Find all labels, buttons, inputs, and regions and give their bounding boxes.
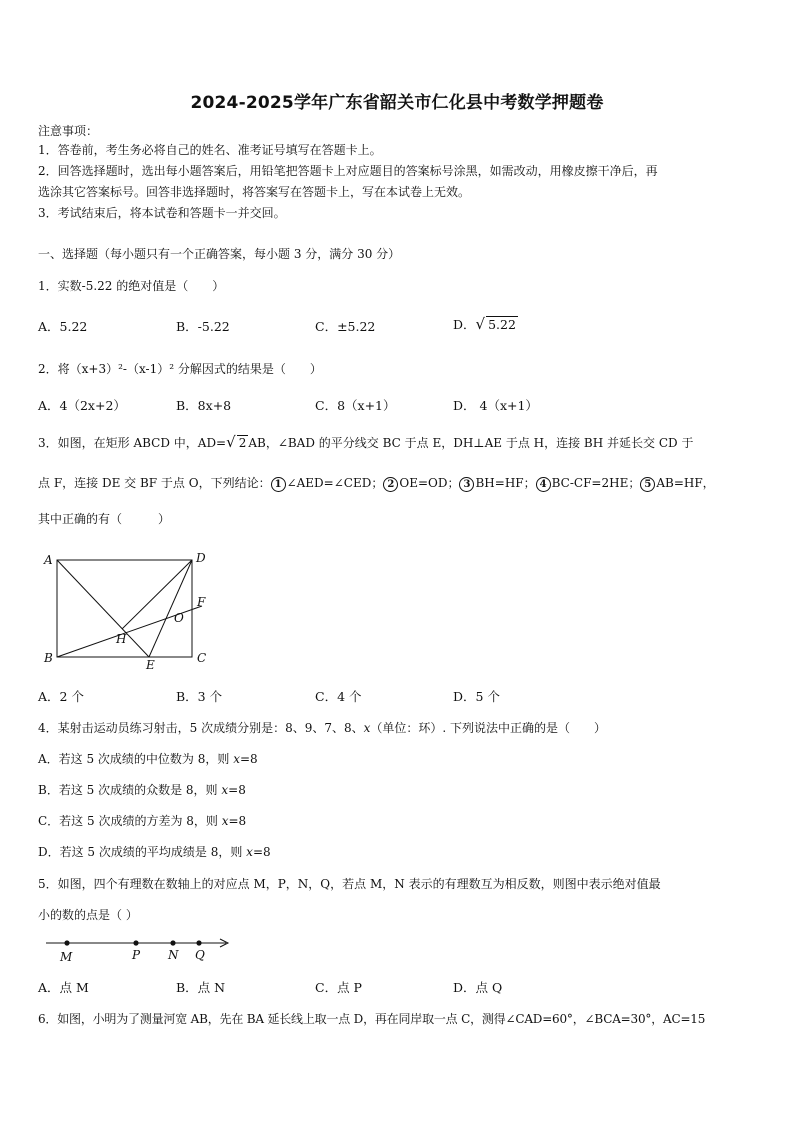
segment-de bbox=[149, 560, 192, 657]
label-d: D bbox=[196, 551, 206, 565]
q3-conclusion-4: BC-CF=2HE； bbox=[551, 476, 641, 490]
q3-line-1-post: AB，∠BAD 的平分线交 BC 于点 E，DH⊥AE 于点 H，连接 BH 并延长交 CD 于 bbox=[248, 436, 694, 450]
notice-item-2a: 2．回答选择题时，选出每小题答案后，用铅笔把答题卡上对应题目的答案标号涂黑，如需改动，用橡皮擦干净后，再 bbox=[38, 164, 658, 178]
q4-a-post: =8 bbox=[239, 752, 258, 766]
q1-option-d-radicand: 5.22 bbox=[488, 317, 516, 332]
notice-item-1: 1．答卷前，考生务必将自己的姓名、准考证号填写在答题卡上。 bbox=[38, 143, 382, 157]
q3-rectangle-figure bbox=[36, 548, 216, 673]
label-b: B bbox=[44, 651, 53, 665]
q1-option-c: C．±5.22 bbox=[315, 319, 376, 334]
q2-stem: 2．将（x+3）²-（x-1）² 分解因式的结果是（ ） bbox=[38, 362, 322, 376]
sqrt-symbol: √ bbox=[226, 433, 236, 451]
q5-option-c: C．点 P bbox=[315, 980, 362, 995]
q4-option-c bbox=[38, 812, 246, 829]
q4-c-post: =8 bbox=[228, 814, 247, 828]
q3-line-1 bbox=[38, 433, 693, 451]
q3-line-3: 其中正确的有（ ） bbox=[38, 512, 171, 526]
q4-stem bbox=[38, 719, 606, 736]
label-e: E bbox=[146, 658, 155, 672]
circled-number-3: 3 bbox=[459, 477, 474, 492]
q4-d-var: x bbox=[246, 845, 253, 859]
q3-line-1-pre: 3．如图，在矩形 ABCD 中，AD= bbox=[38, 436, 227, 450]
q5-option-a: A．点 M bbox=[38, 980, 89, 995]
q4-d-post: =8 bbox=[252, 845, 271, 859]
q4-stem-post: （单位：环）. 下列说法中正确的是（ ） bbox=[370, 721, 607, 735]
q3-radicand: 2 bbox=[238, 436, 247, 450]
notice-item-2b: 选涂其它答案标号。回答非选择题时，将答案写在答题卡上，写在本试卷上无效。 bbox=[38, 185, 471, 199]
point-q bbox=[196, 940, 201, 945]
label-n: N bbox=[168, 948, 179, 962]
q4-d-pre: D．若这 5 次成绩的平均成绩是 8，则 bbox=[38, 845, 247, 859]
circled-number-1: 1 bbox=[271, 477, 286, 492]
q1-stem: 1．实数-5.22 的绝对值是（ ） bbox=[38, 279, 225, 293]
q2-option-a: A．4（2x+2） bbox=[38, 398, 126, 413]
label-h: H bbox=[116, 632, 127, 646]
q5-line-2: 小的数的点是（ ） bbox=[38, 908, 138, 922]
q3-conclusion-3: BH=HF； bbox=[475, 476, 536, 490]
q3-line-2 bbox=[38, 474, 715, 492]
q2-option-c: C．8（x+1） bbox=[315, 398, 396, 413]
q4-option-b bbox=[38, 781, 246, 798]
q4-option-d bbox=[38, 843, 271, 860]
q4-stem-var: x bbox=[363, 721, 371, 735]
section-heading: 一、选择题（每小题只有一个正确答案，每小题 3 分，满分 30 分） bbox=[38, 247, 401, 261]
q3-line-2-pre: 点 F，连接 DE 交 BF 于点 O，下列结论： bbox=[38, 476, 271, 490]
q2-option-b: B．8x+8 bbox=[176, 398, 232, 413]
notice-heading: 注意事项： bbox=[38, 124, 99, 138]
point-p bbox=[133, 940, 138, 945]
q5-number-line bbox=[40, 932, 240, 966]
q3-conclusion-5: AB=HF， bbox=[656, 476, 715, 490]
point-n bbox=[170, 940, 175, 945]
q3-option-b: B．3 个 bbox=[176, 689, 223, 704]
q5-option-b: B．点 N bbox=[176, 980, 226, 995]
q4-c-pre: C．若这 5 次成绩的方差为 8，则 bbox=[38, 814, 222, 828]
q3-option-d: D．5 个 bbox=[453, 689, 500, 704]
q1-option-b: B．-5.22 bbox=[176, 319, 230, 334]
sqrt-symbol: √ bbox=[475, 315, 486, 333]
q4-c-var: x bbox=[221, 814, 229, 828]
point-m bbox=[64, 940, 69, 945]
q4-b-pre: B．若这 5 次成绩的众数是 8，则 bbox=[38, 783, 222, 797]
label-c: C bbox=[197, 651, 207, 665]
circled-number-5: 5 bbox=[640, 477, 655, 492]
q3-option-a: A．2 个 bbox=[38, 689, 84, 704]
q4-option-a bbox=[38, 750, 258, 767]
q1-option-a: A．5.22 bbox=[38, 319, 88, 334]
label-a: A bbox=[44, 553, 53, 567]
label-o: O bbox=[174, 611, 184, 625]
q3-conclusion-1: ∠AED=∠CED； bbox=[286, 476, 384, 490]
circled-number-4: 4 bbox=[536, 477, 551, 492]
circled-number-2: 2 bbox=[383, 477, 398, 492]
q4-b-post: =8 bbox=[228, 783, 246, 797]
q1-option-d-label: D． bbox=[453, 317, 476, 332]
q1-option-d bbox=[453, 315, 518, 333]
segment-ae bbox=[57, 560, 149, 657]
label-p: P bbox=[132, 948, 141, 962]
q2-option-d: D． 4（x+1） bbox=[453, 398, 538, 413]
q5-option-d: D．点 Q bbox=[453, 980, 503, 995]
q3-option-c: C．4 个 bbox=[315, 689, 362, 704]
notice-item-3: 3．考试结束后，将本试卷和答题卡一并交回。 bbox=[38, 206, 286, 220]
q4-a-pre: A．若这 5 次成绩的中位数为 8，则 bbox=[38, 752, 234, 766]
label-f: F bbox=[197, 595, 206, 609]
q4-b-var: x bbox=[221, 783, 229, 797]
q4-a-var: x bbox=[233, 752, 240, 766]
q5-line-1: 5．如图，四个有理数在数轴上的对应点 M，P，N，Q，若点 M，N 表示的有理数互为相反数，则图中表示绝对值最 bbox=[38, 877, 661, 891]
label-m: M bbox=[60, 950, 73, 964]
q6-line-1: 6．如图，小明为了测量河宽 AB，先在 BA 延长线上取一点 D，再在同岸取一点 C，测得∠CAD=60°，∠BCA=30°，AC=15 bbox=[38, 1012, 706, 1026]
q3-conclusion-2: OE=OD； bbox=[399, 476, 460, 490]
q4-stem-pre: 4．某射击运动员练习射击，5 次成绩分别是：8、9、7、8、 bbox=[38, 721, 364, 735]
page-title: 2024-2025学年广东省韶关市仁化县中考数学押题卷 bbox=[190, 93, 604, 113]
label-q: Q bbox=[195, 948, 205, 962]
